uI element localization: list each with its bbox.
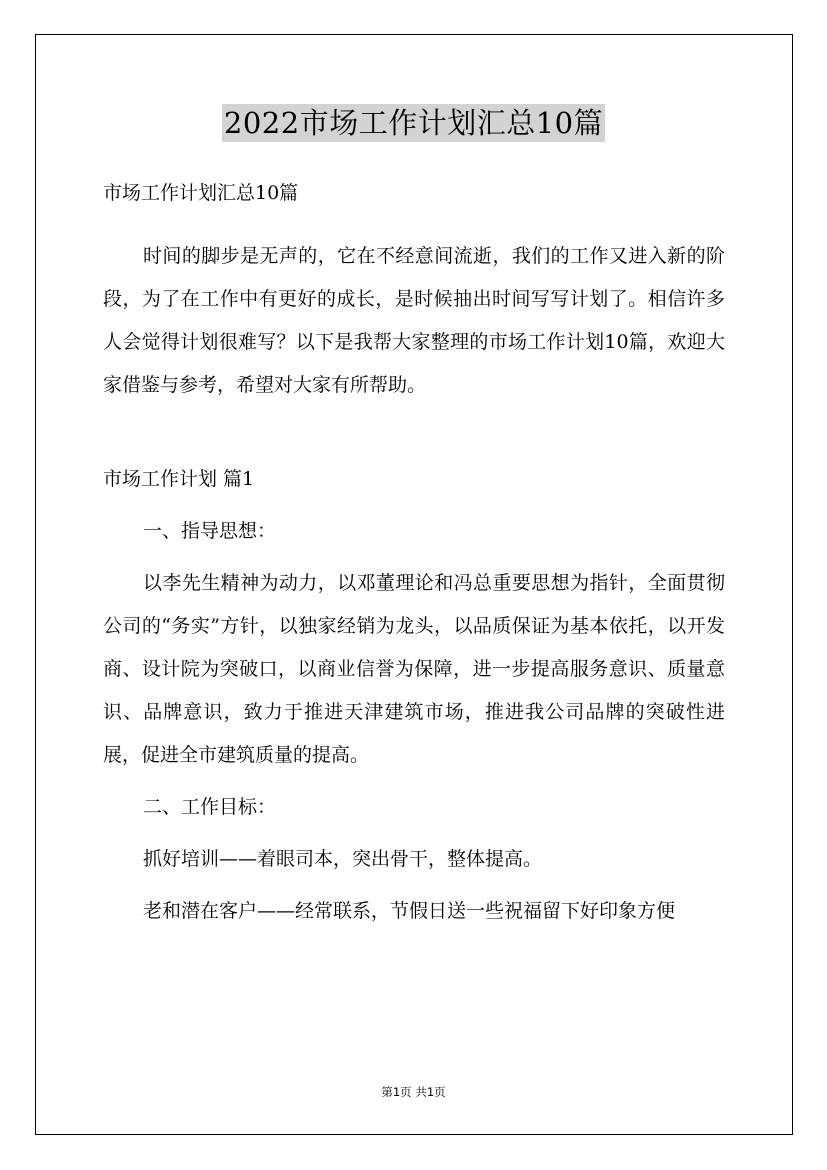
- guiding-paragraph: 以李先生精神为动力，以邓董理论和冯总重要思想为指针，全面贯彻公司的“务实”方针，以独家经销为龙头，以品质保证为基本依托，以开发商、设计院为突破口，以商业信誉为保障，进一步提高服务意识、质量意识、品牌意识，致力于推进天津建筑市场，推进我公司品牌的突破性进展，促进全市建筑质量的提高。: [103, 572, 725, 766]
- spacer: [103, 407, 725, 450]
- goal-item: 老和潜在客户——经常联系，节假日送一些祝福留下好印象方便: [143, 900, 676, 922]
- section-heading: 市场工作计划 篇1: [103, 468, 255, 490]
- page-footer: [0, 1084, 827, 1100]
- document-title: 2022市场工作计划汇总10篇: [223, 106, 604, 140]
- goals-heading: 二、工作目标：: [143, 796, 277, 818]
- title-container: [0, 104, 827, 142]
- goal-item: 抓好培训——着眼司本，突出骨干，整体提高。: [143, 848, 543, 870]
- document-body: [103, 172, 725, 933]
- document-subtitle: 市场工作计划汇总10篇: [103, 182, 299, 204]
- page-number: 第1页 共1页: [381, 1085, 446, 1099]
- intro-paragraph: 时间的脚步是无声的，它在不经意间流逝，我们的工作又进入新的阶段，为了在工作中有更好的成长，是时候抽出时间写写计划了。相信许多人会觉得计划很难写？以下是我帮大家整理的市场工作计划10篇，欢迎大家借鉴与参考，希望对大家有所帮助。: [103, 245, 725, 396]
- spacer: [103, 215, 725, 235]
- guiding-heading: 一、指导思想：: [143, 520, 277, 542]
